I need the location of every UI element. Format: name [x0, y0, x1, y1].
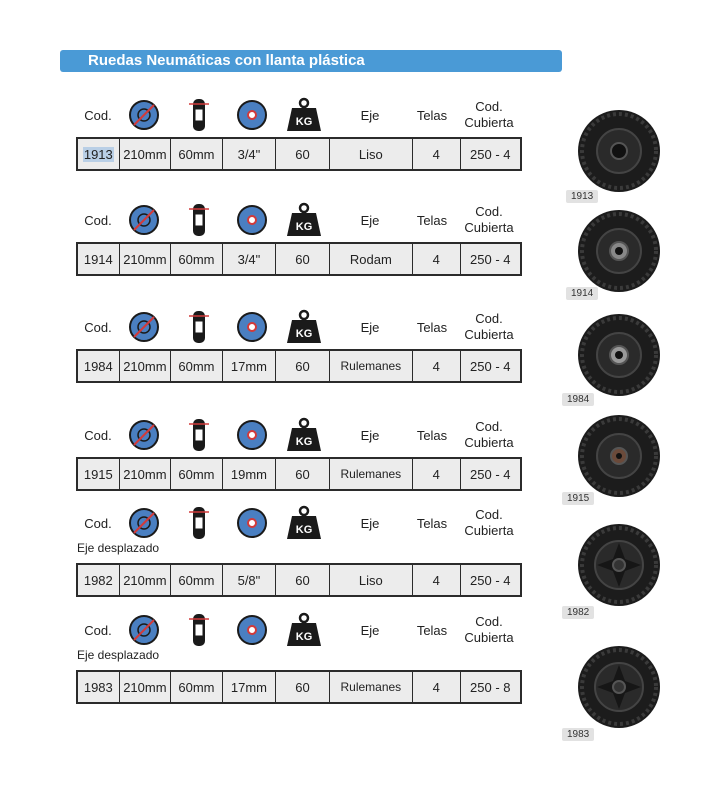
- cell-eje: Liso: [330, 565, 413, 595]
- cell-diametro: 210mm: [120, 139, 172, 169]
- cell-eje-medida: 17mm: [223, 351, 277, 381]
- header-telas: Telas: [416, 212, 448, 228]
- cell-telas: 4: [413, 565, 461, 595]
- svg-text:KG: KG: [295, 116, 313, 128]
- header-telas: Telas: [416, 515, 448, 531]
- diameter-icon: [124, 95, 164, 135]
- svg-text:KG: KG: [295, 436, 313, 448]
- cell-eje: Rulemanes: [330, 459, 413, 489]
- bore-icon: [232, 95, 272, 135]
- weight-icon: [282, 95, 326, 135]
- cell-cod: 1983: [78, 672, 120, 702]
- header-cubierta: Cod. Cubierta: [464, 419, 514, 450]
- diameter-icon: [124, 610, 164, 650]
- diameter-icon: [124, 415, 164, 455]
- header-cubierta: Cod. Cubierta: [464, 507, 514, 538]
- svg-text:KG: KG: [295, 221, 313, 233]
- header-cubierta: Cod. Cubierta: [464, 204, 514, 235]
- header-eje: Eje: [360, 319, 380, 335]
- bore-icon: [232, 415, 272, 455]
- width-icon: [184, 415, 214, 455]
- weight-icon: [282, 503, 326, 543]
- table-row: [76, 457, 522, 491]
- header-telas: Telas: [416, 622, 448, 638]
- cell-eje: Rodam: [330, 244, 413, 274]
- note-eje-desplazado: Eje desplazado: [77, 541, 160, 555]
- table-row: [76, 670, 522, 704]
- cell-ancho: 60mm: [171, 565, 223, 595]
- cell-diametro: 210mm: [120, 351, 172, 381]
- cell-cod: 1914: [78, 244, 120, 274]
- cell-diametro: 210mm: [120, 244, 172, 274]
- bore-icon: [232, 610, 272, 650]
- cell-eje-medida: 3/4": [223, 244, 277, 274]
- cell-carga: 60: [276, 565, 330, 595]
- cell-ancho: 60mm: [171, 459, 223, 489]
- cell-ancho: 60mm: [171, 139, 223, 169]
- wheel-image: [576, 312, 662, 398]
- note-eje-desplazado: Eje desplazado: [77, 648, 160, 662]
- cell-cubierta: 250 - 4: [470, 251, 511, 267]
- weight-icon: [282, 307, 326, 347]
- cell-eje-medida: 5/8": [223, 565, 277, 595]
- cell-cubierta: 250 - 4: [470, 572, 511, 588]
- wheel-image: [576, 108, 662, 194]
- cell-eje: Rulemanes: [330, 351, 413, 381]
- header-telas: Telas: [416, 107, 448, 123]
- wheel-label: 1914: [566, 287, 598, 300]
- header-eje: Eje: [360, 515, 380, 531]
- cell-telas: 4: [413, 139, 461, 169]
- svg-text:KG: KG: [295, 631, 313, 643]
- header-eje: Eje: [360, 622, 380, 638]
- header-cod: Cod.: [84, 515, 112, 531]
- cell-eje-medida: 3/4": [223, 139, 277, 169]
- width-icon: [184, 503, 214, 543]
- cell-carga: 60: [276, 672, 330, 702]
- header-cubierta: Cod. Cubierta: [464, 614, 514, 645]
- cell-eje-medida: 17mm: [223, 672, 277, 702]
- cell-ancho: 60mm: [171, 244, 223, 274]
- weight-icon: [282, 200, 326, 240]
- cell-telas: 4: [413, 672, 461, 702]
- page-title: Ruedas Neumáticas con llanta plástica: [60, 50, 562, 72]
- header-telas: Telas: [416, 427, 448, 443]
- table-row: [76, 137, 522, 171]
- cell-diametro: 210mm: [120, 672, 172, 702]
- width-icon: [184, 307, 214, 347]
- header-cod: Cod.: [84, 622, 112, 638]
- weight-icon: [282, 610, 326, 650]
- wheel-image: [576, 413, 662, 499]
- wheel-image: [576, 208, 662, 294]
- weight-icon: [282, 415, 326, 455]
- cell-cod: 1915: [78, 459, 120, 489]
- cell-eje-medida: 19mm: [223, 459, 277, 489]
- wheel-label: 1913: [566, 190, 598, 203]
- cell-telas: 4: [413, 351, 461, 381]
- wheel-image: [576, 644, 662, 730]
- header-cubierta: Cod. Cubierta: [464, 311, 514, 342]
- header-eje: Eje: [360, 212, 380, 228]
- cell-carga: 60: [276, 139, 330, 169]
- cell-ancho: 60mm: [171, 672, 223, 702]
- header-eje: Eje: [360, 427, 380, 443]
- cell-ancho: 60mm: [171, 351, 223, 381]
- header-telas: Telas: [416, 319, 448, 335]
- table-row: [76, 563, 522, 597]
- header-cubierta: Cod. Cubierta: [464, 99, 514, 130]
- width-icon: [184, 200, 214, 240]
- cell-carga: 60: [276, 459, 330, 489]
- cell-carga: 60: [276, 351, 330, 381]
- cell-eje: Rulemanes: [330, 672, 413, 702]
- width-icon: [184, 610, 214, 650]
- svg-text:KG: KG: [295, 524, 313, 536]
- cell-telas: 4: [413, 459, 461, 489]
- table-row: [76, 242, 522, 276]
- wheel-label: 1984: [562, 393, 594, 406]
- width-icon: [184, 95, 214, 135]
- header-cod: Cod.: [84, 107, 112, 123]
- cell-carga: 60: [276, 244, 330, 274]
- wheel-image: [576, 522, 662, 608]
- cell-cod: 1913: [78, 139, 120, 169]
- cell-cubierta: 250 - 4: [470, 358, 511, 374]
- diameter-icon: [124, 503, 164, 543]
- cell-diametro: 210mm: [120, 459, 172, 489]
- header-cod: Cod.: [84, 212, 112, 228]
- cell-eje: Liso: [330, 139, 413, 169]
- cell-cubierta: 250 - 8: [470, 679, 511, 695]
- header-cod: Cod.: [84, 319, 112, 335]
- diameter-icon: [124, 200, 164, 240]
- wheel-label: 1982: [562, 606, 594, 619]
- diameter-icon: [124, 307, 164, 347]
- bore-icon: [232, 503, 272, 543]
- cell-diametro: 210mm: [120, 565, 172, 595]
- svg-text:KG: KG: [295, 328, 313, 340]
- cell-cod: 1984: [78, 351, 120, 381]
- cell-cubierta: 250 - 4: [470, 146, 511, 162]
- table-row: [76, 349, 522, 383]
- wheel-label: 1915: [562, 492, 594, 505]
- header-cod: Cod.: [84, 427, 112, 443]
- cell-cod: 1982: [78, 565, 120, 595]
- bore-icon: [232, 307, 272, 347]
- cell-telas: 4: [413, 244, 461, 274]
- header-eje: Eje: [360, 107, 380, 123]
- bore-icon: [232, 200, 272, 240]
- cell-cubierta: 250 - 4: [470, 466, 511, 482]
- wheel-label: 1983: [562, 728, 594, 741]
